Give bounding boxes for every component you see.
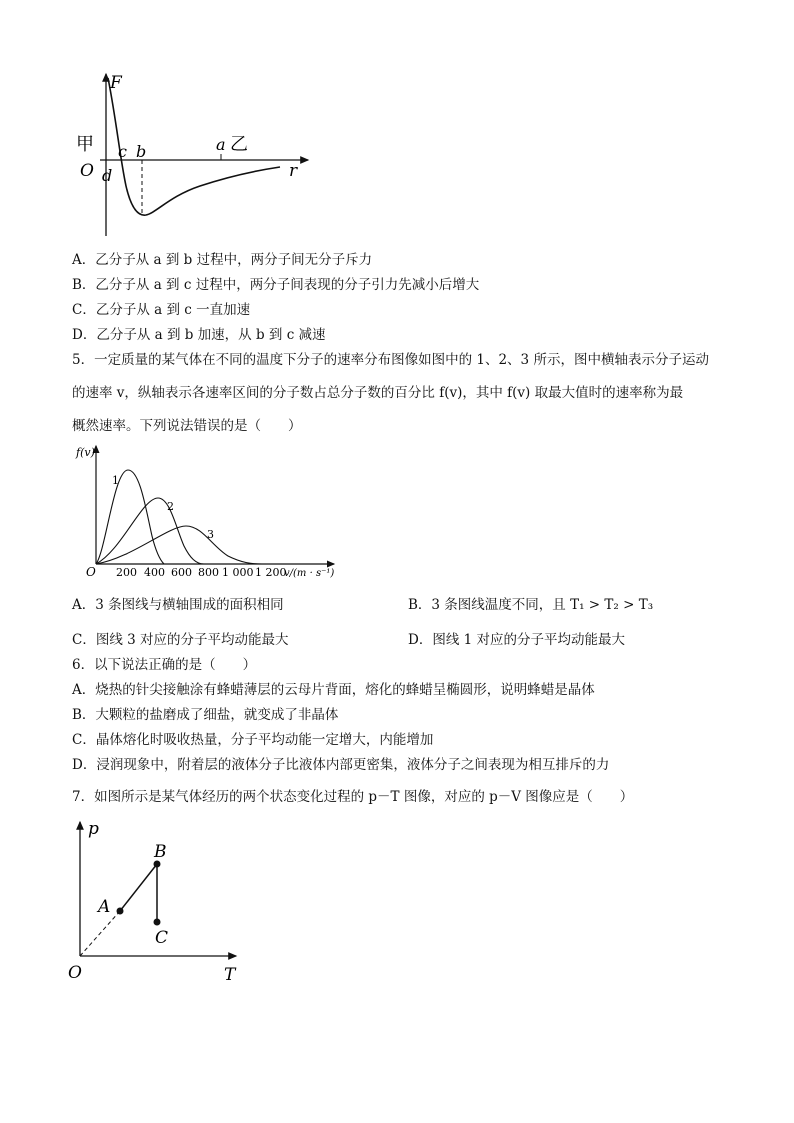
fv-tick-600: 600: [171, 566, 192, 579]
q4-option-b: B．乙分子从 a 到 c 过程中，两分子间表现的分子引力先减小后增大: [72, 277, 480, 293]
curve-3-label: 3: [207, 528, 214, 541]
f-label: F: [110, 73, 122, 93]
q7-stem: 7．如图所示是某气体经历的两个状态变化过程的 p－T 图像，对应的 p－V 图像应是（ ）: [72, 789, 634, 805]
q4-option-a: A．乙分子从 a 到 b 过程中，两分子间无分子斥力: [72, 252, 373, 268]
q4-option-c: C．乙分子从 a 到 c 一直加速: [72, 302, 251, 318]
fv-tick-1200: 1 200: [255, 566, 287, 579]
q5-stem-line3: 概然速率。下列说法错误的是（ ）: [72, 418, 302, 434]
q6-option-c: C．晶体熔化时吸收热量，分子平均动能一定增大，内能增加: [72, 732, 434, 748]
point-a: [117, 908, 124, 915]
jia-label: 甲: [76, 134, 94, 155]
fv-tick-1000: 1 000: [222, 566, 254, 579]
curve-1: [96, 470, 164, 564]
speed-distribution-chart: [72, 440, 342, 585]
q5-option-d: D．图线 1 对应的分子平均动能最大: [408, 632, 625, 648]
ab-segment: [120, 864, 157, 911]
fv-tick-200: 200: [116, 566, 137, 579]
q5-stem-line2: 的速率 v，纵轴表示各速率区间的分子数占总分子数的百分比 f(v)，其中 f(v) 取最大值时的速率称为最: [72, 385, 684, 401]
q5-option-a: A．3 条图线与横轴围成的面积相同: [72, 597, 284, 613]
curve-2: [96, 498, 204, 564]
t-label: T: [224, 965, 236, 985]
force-curve: [108, 78, 280, 215]
r-label: r: [289, 161, 298, 181]
q4-option-d: D．乙分子从 a 到 b 加速，从 b 到 c 减速: [72, 327, 326, 343]
q6-option-b: B．大颗粒的盐磨成了细盐，就变成了非晶体: [72, 707, 339, 723]
yi-label: 乙: [230, 134, 248, 155]
d-label: d: [102, 166, 113, 185]
fv-y-label: f(v): [76, 446, 95, 459]
q5-option-c: C．图线 3 对应的分子平均动能最大: [72, 632, 289, 648]
origin-a-dashed: [80, 911, 120, 956]
label-a: A: [98, 897, 111, 917]
point-c: [154, 919, 161, 926]
q6-option-a: A．烧热的针尖接触涂有蜂蜡薄层的云母片背面，熔化的蜂蜡呈椭圆形，说明蜂蜡是晶体: [72, 682, 595, 698]
p-label: p: [88, 819, 99, 839]
fv-tick-800: 800: [198, 566, 219, 579]
fv-origin: O: [86, 565, 96, 579]
b-label: b: [136, 142, 147, 161]
curve-1-label: 1: [112, 474, 119, 487]
o-label: O: [68, 963, 82, 983]
q6-stem: 6．以下说法正确的是（ ）: [72, 657, 257, 673]
label-b: B: [154, 842, 167, 862]
q6-option-d: D．浸润现象中，附着层的液体分子比液体内部更密集，液体分子之间表现为相互排斥的力: [72, 757, 610, 773]
force-distance-figure: [70, 68, 320, 243]
fv-x-label: v/(m · s⁻¹): [284, 568, 335, 579]
a-label: a: [216, 135, 226, 154]
fv-tick-400: 400: [144, 566, 165, 579]
q5-stem-line1: 5．一定质量的某气体在不同的温度下分子的速率分布图像如图中的 1、2、3 所示，图中横轴表示分子运动: [72, 352, 709, 368]
label-c: C: [155, 928, 169, 948]
q5-option-b: B．3 条图线温度不同，且 T₁ > T₂ > T₃: [408, 597, 654, 613]
p-t-diagram: [64, 814, 254, 986]
origin-label: O: [80, 161, 94, 181]
curve-2-label: 2: [167, 500, 174, 513]
c-label: c: [118, 142, 127, 161]
